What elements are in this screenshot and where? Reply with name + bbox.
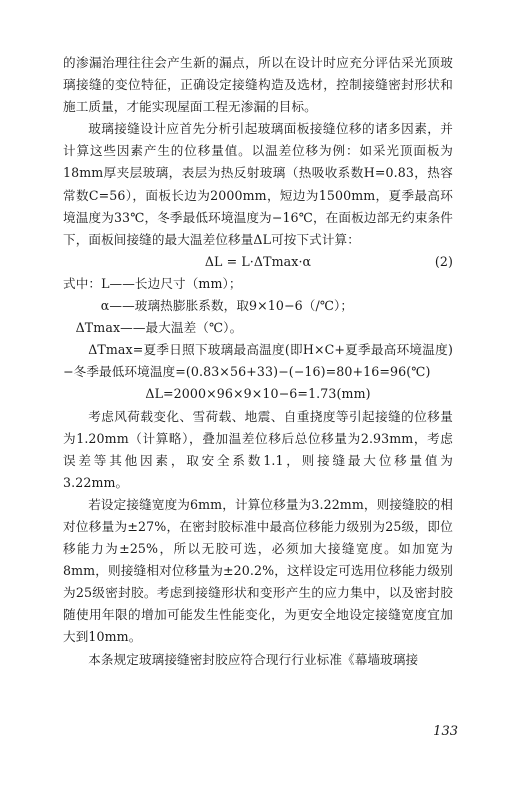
definition-L: 式中：L——长边尺寸（mm）； — [63, 275, 242, 291]
paragraph-joint-width: 若设定接缝宽度为6mm，计算位移量为3.22mm，则接缝胶的相对位移量为±27%，在密封胶标准中最高位移能力级别为25级，即位移能力为±25%，所以无胶可选，必须加大接缝宽度。如加宽为8mm，则接缝相对位移量为±20.2%，这样设定可选用位移能力级别为25级密封胶。考虑到接缝形状和变形产生的应力集中，以及密封胶随使用年限的增加可能发生性能变化，为更安全地设定接缝宽度宜加大到10mm。 — [63, 496, 453, 645]
formula-number: (2) — [434, 253, 453, 269]
page-number: 133 — [433, 724, 458, 739]
paragraph-joint-design: 玻璃接缝设计应首先分析引起玻璃面板接缝位移的诸多因素，并计算这些因素产生的位移量值。以温差位移为例：如采光顶面板为18mm厚夹层玻璃，表层为热反射玻璃（热吸收系数H=0.83，热容常数C=56），面板长边为2000mm，短边为1500mm，夏季最高环境温度为33℃，冬季最低环境温度为−16℃，在面板边部无约束条件下，面板间接缝的最大温差位移量ΔL可按下式计算： — [63, 121, 453, 247]
paragraph-continuation: 的渗漏治理往往会产生新的漏点，所以在设计时应充分评估采光顶玻璃接缝的变位特征，正确设定接缝构造及选材，控制接缝密封形状和施工质量，才能实现屋面工程无渗漏的目标。 — [63, 55, 453, 115]
definition-alpha: α——玻璃热膨胀系数，取9×10−6（/℃）； — [100, 298, 354, 314]
formula-2 — [63, 251, 453, 273]
paragraph-standard: 本条规定玻璃接缝密封胶应符合现行行业标准《幕墙玻璃接 — [88, 651, 419, 667]
calculation-delta-L: ΔL=2000×96×9×10−6=1.73(mm) — [145, 386, 371, 402]
calculation-delta-T: ΔTmax=夏季日照下玻璃最高温度(即H×C+夏季最高环境温度)−冬季最低环境温度=(0.83×56+33)−(−16)=80+16=96(℃) — [63, 342, 453, 380]
definition-delta-T: ΔTmax——最大温差（℃）。 — [75, 320, 243, 336]
body-text — [63, 52, 453, 671]
formula-text: ΔL = L·ΔTmax·α — [204, 253, 312, 269]
paragraph-total-displacement: 考虑风荷载变化、雪荷载、地震、自重挠度等引起接缝的位移量为1.20mm（计算略），叠加温差位移后总位移量为2.93mm，考虑误差等其他因素，取安全系数1.1，则接缝最大位移量值为3.22mm。 — [63, 408, 453, 490]
